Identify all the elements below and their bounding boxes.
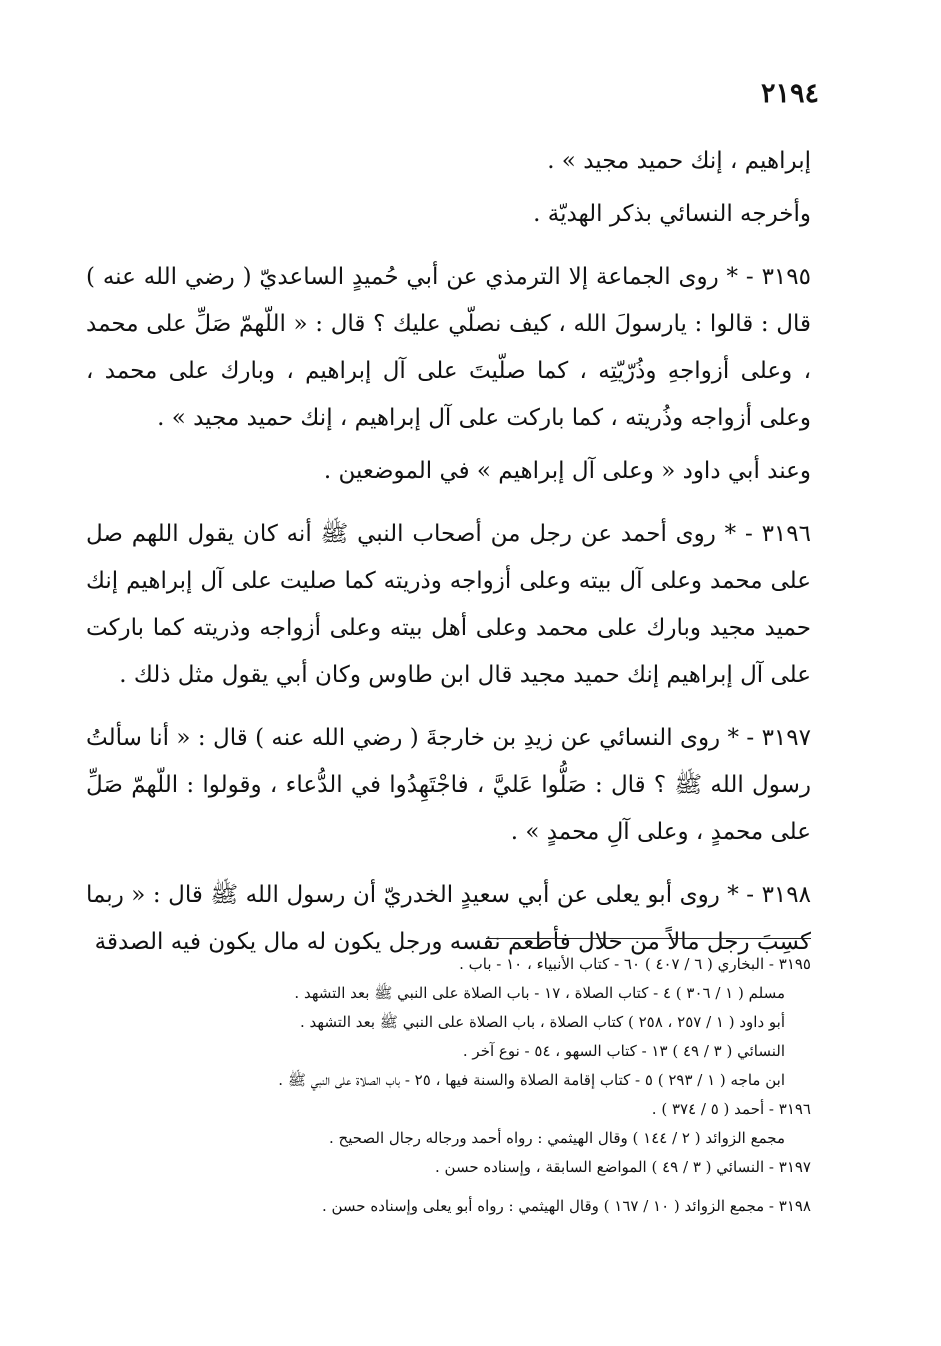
footnote-divider <box>486 938 811 939</box>
paragraph-abu-dawud-note: وعند أبي داود « وعلى آل إبراهيم » في الموضعين . <box>323 458 811 484</box>
main-text <box>86 138 811 966</box>
paragraph-continuation: إبراهيم ، إنك حميد مجيد » . <box>547 148 811 174</box>
footnote-3195-bukhari: ٣١٩٥ - البخاري ( ٦ / ٤٠٧ ) ٦٠ - كتاب الأنبياء ، ١٠ - باب . <box>459 955 811 973</box>
hadith-3196: ٣١٩٦ - * روى أحمد عن رجل من أصحاب النبي ﷺ أنه كان يقول اللهم صل على محمد وعلى آل بيته وعلى أزواجه وذريته كما صليت على آل إبراهيم إنك حميد مجيد وبارك على محمد وعلى أهل بيته وعلى أزواجه وذريته كما باركت على آل إبراهيم إنك حميد مجيد قال ابن طاوس وكان أبي يقول مثل ذلك . <box>86 521 811 688</box>
footnote-3196-majma: مجمع الزوائد ( ٢ / ١٤٤ ) وقال الهيثمي : رواه أحمد ورجاله رجال الصحيح . <box>328 1129 785 1147</box>
footnotes <box>86 950 811 1221</box>
page-number: ٢١٩٤ <box>760 78 819 109</box>
hadith-3198: ٣١٩٨ - * روى أبو يعلى عن أبي سعيدٍ الخدريّ أن رسول الله ﷺ قال : « ربما كسِبَ رجل مالاً من حلال فأطعم نفسه ورجل يكون له مال يكون فيه الصدقة <box>86 882 811 955</box>
footnote-3195-muslim: مسلم ( ١ / ٣٠٦ ) ٤ - كتاب الصلاة ، ١٧ - باب الصلاة على النبي ﷺ بعد التشهد . <box>294 984 785 1002</box>
hadith-3195: ٣١٩٥ - * روى الجماعة إلا الترمذي عن أبي حُميدٍ الساعديّ ( رضي الله عنه ) قال : قالوا : يارسولَ الله ، كيف نصلّي عليك ؟ قال : « اللّهمّ صَلِّ على محمد ، وعلى أزواجهِ وذُرّيّتِه ، كما صلّيتَ على آل إبراهيم ، وبارك على محمد ، وعلى أزواجه وذُريته ، كما باركت على آل إبراهيم ، إنك حميد مجيد » . <box>86 264 811 431</box>
footnote-3195-ibn-majah: ابن ماجه ( ١ / ٢٩٣ ) ٥ - كتاب إقامة الصلاة والسنة فيها ، ٢٥ - باب الصلاة على النبي ﷺ . <box>278 1071 785 1089</box>
footnote-3198-majma: ٣١٩٨ - مجمع الزوائد ( ١٠ / ١٦٧ ) وقال الهيثمي : رواه أبو يعلى وإسناده حسن . <box>321 1197 811 1215</box>
footnote-3195-nasai: النسائي ( ٣ / ٤٩ ) ١٣ - كتاب السهو ، ٥٤ - نوع آخر . <box>462 1042 785 1060</box>
footnote-3196-ahmad: ٣١٩٦ - أحمد ( ٥ / ٣٧٤ ) . <box>651 1100 811 1118</box>
footnote-3197-nasai: ٣١٩٧ - النسائي ( ٣ / ٤٩ ) المواضع السابقة ، وإسناده حسن . <box>435 1158 811 1176</box>
paragraph-nasai-note: وأخرجه النسائي بذكر الهديّة . <box>533 201 811 227</box>
hadith-3197: ٣١٩٧ - * روى النسائي عن زيدِ بن خارجةَ ( رضي الله عنه ) قال : « أنا سألتُ رسول الله ﷺ ؟ قال : صَلُّوا عَليَّ ، فاجْتَهِدُوا في الدُّعاء ، وقولوا : اللّهمّ صَلِّ على محمدٍ ، وعلى آلِ محمدٍ » . <box>86 725 811 845</box>
footnote-3195-abu-dawud: أبو داود ( ١ / ٢٥٧ ، ٢٥٨ ) كتاب الصلاة ، باب الصلاة على النبي ﷺ بعد التشهد . <box>300 1013 785 1031</box>
